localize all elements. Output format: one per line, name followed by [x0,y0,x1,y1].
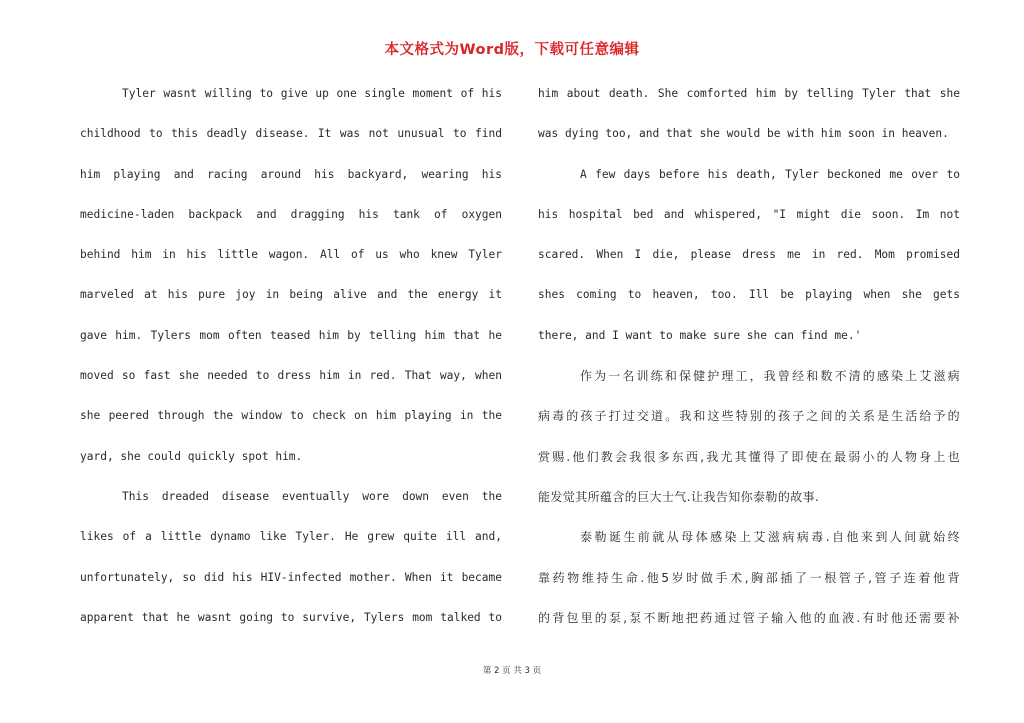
text-line: yard, she could quickly spot him. [80,449,303,463]
text-line: apparent that he wasnt going to survive, Tylers mom talked to [80,610,502,624]
text-line: moved so fast she needed to dress him in red. That way, when [80,369,502,383]
text-line: gave him. Tylers mom often teased him by telling him that he [80,328,502,342]
text-line: 靠药物维持生命.他5岁时做手术,胸部插了一根管子,管子连着他背 [538,570,960,585]
text-line: A few days before his death, Tyler beckoned me over to [580,167,960,181]
text-line: unfortunately, so did his HIV-infected mother. When it became [80,570,502,584]
text-line: This dreaded disease eventually wore down even the [122,489,502,503]
text-line: 赏赐.他们教会我很多东西,我尤其懂得了即使在最弱小的人物身上也 [538,449,960,464]
text-line: marveled at his pure joy in being alive and the energy it [80,288,502,302]
text-line: there, and I want to make sure she can find me.' [538,328,862,342]
text-line: 作为一名训练和保健护理工，我曾经和数不清的感染上艾滋病 [580,369,960,384]
text-line: she peered through the window to check on him playing in the [80,409,502,423]
text-line: him playing and racing around his backyard, wearing his [80,167,502,181]
page-number-footer: 第 2 页 共 3 页 [482,666,542,676]
text-line: 的背包里的泵,泵不断地把药通过管子输入他的血液.有时他还需要补 [538,610,960,625]
text-line: was dying too, and that she would be with him soon in heaven. [538,127,949,141]
text-line: his hospital bed and whispered, "I might die soon. Im not [538,207,960,221]
text-line: behind him in his little wagon. All of us who knew Tyler [80,248,502,262]
text-line: likes of a little dynamo like Tyler. He grew quite ill and, [80,530,502,544]
text-line: 能发觉其所蕴含的巨大士气.让我告知你泰勒的故事. [538,489,820,504]
right-text-column [538,80,960,644]
text-line: medicine-laden backpack and dragging his tank of oxygen [80,207,502,221]
text-line: Tyler wasnt willing to give up one single moment of his [122,87,502,100]
text-line: childhood to this deadly disease. It was not unusual to find [80,127,502,141]
document-header-banner: 本文格式为Word版，下载可任意编辑 [384,42,640,58]
text-line: him about death. She comforted him by telling Tyler that she [538,87,960,100]
left-text-column [80,80,502,644]
text-line: 泰勒诞生前就从母体感染上艾滋病病毒.自他来到人间就始终 [580,530,960,545]
text-line: shes coming to heaven, too. Ill be playing when she gets [538,288,960,302]
text-line: scared. When I die, please dress me in red. Mom promised [538,248,960,262]
text-line: 病毒的孩子打过交道。我和这些特别的孩子之间的关系是生活给予的 [538,409,960,424]
